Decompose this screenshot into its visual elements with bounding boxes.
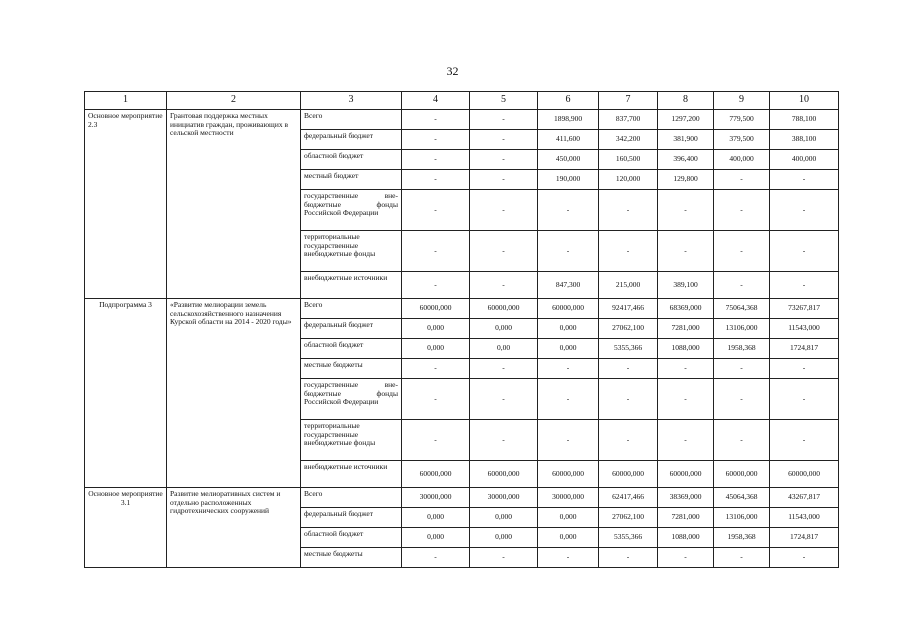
amount-cell: -: [770, 272, 839, 299]
amount-cell: -: [538, 379, 599, 420]
amount-cell: -: [714, 231, 770, 272]
funding-source: государственные вне-бюджетные фонды Российской Федерации: [301, 190, 402, 231]
column-header: 10: [770, 92, 839, 110]
amount-cell: 60000,000: [470, 461, 538, 488]
amount-cell: -: [658, 420, 714, 461]
amount-cell: 75064,368: [714, 299, 770, 319]
amount-cell: -: [658, 359, 714, 379]
amount-cell: -: [714, 359, 770, 379]
amount-cell: 1898,900: [538, 110, 599, 130]
amount-cell: -: [470, 170, 538, 190]
amount-cell: -: [599, 190, 658, 231]
funding-source: государственные вне-бюджетные фонды Российской Федерации: [301, 379, 402, 420]
funding-source: областной бюджет: [301, 528, 402, 548]
amount-cell: 60000,000: [402, 299, 470, 319]
budget-table: [84, 91, 839, 568]
amount-cell: -: [402, 190, 470, 231]
amount-cell: 0,000: [402, 528, 470, 548]
amount-cell: 788,100: [770, 110, 839, 130]
amount-cell: -: [470, 150, 538, 170]
funding-source: внебюджетные источники: [301, 461, 402, 488]
funding-source: местные бюджеты: [301, 548, 402, 568]
amount-cell: 1724,817: [770, 339, 839, 359]
amount-cell: 11543,000: [770, 508, 839, 528]
amount-cell: -: [714, 272, 770, 299]
funding-source: федеральный бюджет: [301, 130, 402, 150]
funding-source: областной бюджет: [301, 339, 402, 359]
amount-cell: 60000,000: [658, 461, 714, 488]
amount-cell: -: [402, 231, 470, 272]
amount-cell: 837,700: [599, 110, 658, 130]
amount-cell: -: [538, 190, 599, 231]
amount-cell: -: [599, 420, 658, 461]
amount-cell: -: [538, 420, 599, 461]
column-header: 9: [714, 92, 770, 110]
amount-cell: -: [402, 130, 470, 150]
amount-cell: -: [470, 190, 538, 231]
amount-cell: 0,000: [538, 339, 599, 359]
column-header: 3: [301, 92, 402, 110]
amount-cell: 62417,466: [599, 488, 658, 508]
amount-cell: 60000,000: [599, 461, 658, 488]
amount-cell: 215,000: [599, 272, 658, 299]
amount-cell: 1958,368: [714, 528, 770, 548]
amount-cell: 847,300: [538, 272, 599, 299]
activity-description: «Развитие мелиорации земель сельскохозяйственного назначения Курской области на 2014 - 2020 годы»: [167, 299, 301, 488]
amount-cell: 11543,000: [770, 319, 839, 339]
amount-cell: -: [770, 420, 839, 461]
amount-cell: -: [470, 548, 538, 568]
column-header: 6: [538, 92, 599, 110]
amount-cell: 13106,000: [714, 319, 770, 339]
amount-cell: -: [402, 420, 470, 461]
amount-cell: 379,500: [714, 130, 770, 150]
amount-cell: -: [470, 420, 538, 461]
amount-cell: -: [538, 359, 599, 379]
amount-cell: 60000,000: [470, 299, 538, 319]
column-header: 8: [658, 92, 714, 110]
amount-cell: 68369,000: [658, 299, 714, 319]
activity-name: Основное мероприятие 3.1: [85, 488, 167, 568]
amount-cell: 0,000: [538, 319, 599, 339]
column-header: 7: [599, 92, 658, 110]
amount-cell: -: [402, 379, 470, 420]
column-header: 4: [402, 92, 470, 110]
amount-cell: 388,100: [770, 130, 839, 150]
amount-cell: 0,00: [470, 339, 538, 359]
amount-cell: -: [538, 231, 599, 272]
amount-cell: 389,100: [658, 272, 714, 299]
funding-source: федеральный бюджет: [301, 319, 402, 339]
amount-cell: 0,000: [538, 508, 599, 528]
amount-cell: 5355,366: [599, 528, 658, 548]
amount-cell: 129,800: [658, 170, 714, 190]
amount-cell: -: [770, 359, 839, 379]
amount-cell: 7281,000: [658, 508, 714, 528]
amount-cell: -: [770, 231, 839, 272]
table-row: [85, 110, 839, 130]
amount-cell: -: [658, 379, 714, 420]
funding-source: федеральный бюджет: [301, 508, 402, 528]
column-header: 2: [167, 92, 301, 110]
amount-cell: 120,000: [599, 170, 658, 190]
amount-cell: 1088,000: [658, 339, 714, 359]
page-number: 32: [446, 64, 459, 78]
amount-cell: -: [402, 110, 470, 130]
amount-cell: -: [402, 170, 470, 190]
amount-cell: -: [599, 231, 658, 272]
amount-cell: 60000,000: [538, 299, 599, 319]
amount-cell: -: [770, 379, 839, 420]
amount-cell: -: [470, 272, 538, 299]
amount-cell: 0,000: [402, 339, 470, 359]
amount-cell: 27062,100: [599, 508, 658, 528]
amount-cell: -: [470, 359, 538, 379]
column-header: 5: [470, 92, 538, 110]
column-header: 1: [85, 92, 167, 110]
amount-cell: -: [714, 170, 770, 190]
amount-cell: 0,000: [538, 528, 599, 548]
amount-cell: 0,000: [402, 508, 470, 528]
amount-cell: 5355,366: [599, 339, 658, 359]
amount-cell: -: [402, 272, 470, 299]
amount-cell: 400,000: [714, 150, 770, 170]
amount-cell: -: [470, 110, 538, 130]
funding-source: Всего: [301, 488, 402, 508]
amount-cell: 0,000: [470, 528, 538, 548]
amount-cell: -: [599, 359, 658, 379]
funding-source: областной бюджет: [301, 150, 402, 170]
amount-cell: 43267,817: [770, 488, 839, 508]
amount-cell: 411,600: [538, 130, 599, 150]
funding-source: территориальные государственные внебюджетные фонды: [301, 231, 402, 272]
amount-cell: 60000,000: [402, 461, 470, 488]
amount-cell: 160,500: [599, 150, 658, 170]
amount-cell: -: [402, 548, 470, 568]
amount-cell: -: [599, 548, 658, 568]
activity-name: Основное мероприятие 2.3: [85, 110, 167, 299]
amount-cell: 779,500: [714, 110, 770, 130]
amount-cell: 27062,100: [599, 319, 658, 339]
amount-cell: 92417,466: [599, 299, 658, 319]
amount-cell: 1958,368: [714, 339, 770, 359]
amount-cell: -: [599, 379, 658, 420]
amount-cell: -: [470, 379, 538, 420]
amount-cell: 30000,000: [538, 488, 599, 508]
funding-source: внебюджетные источники: [301, 272, 402, 299]
amount-cell: 60000,000: [538, 461, 599, 488]
amount-cell: 450,000: [538, 150, 599, 170]
amount-cell: 396,400: [658, 150, 714, 170]
amount-cell: 45064,368: [714, 488, 770, 508]
activity-description: Развитие мелиоративных систем и отдельно расположенных гидротехнических сооружений: [167, 488, 301, 568]
table-row: [85, 488, 839, 508]
amount-cell: -: [770, 170, 839, 190]
amount-cell: 342,200: [599, 130, 658, 150]
amount-cell: 30000,000: [402, 488, 470, 508]
amount-cell: 60000,000: [714, 461, 770, 488]
amount-cell: 13106,000: [714, 508, 770, 528]
amount-cell: -: [714, 420, 770, 461]
amount-cell: -: [658, 231, 714, 272]
header-row: [85, 92, 839, 110]
amount-cell: 30000,000: [470, 488, 538, 508]
table-row: [85, 299, 839, 319]
amount-cell: 0,000: [402, 319, 470, 339]
amount-cell: 190,000: [538, 170, 599, 190]
amount-cell: -: [714, 190, 770, 231]
amount-cell: 0,000: [470, 319, 538, 339]
amount-cell: 0,000: [470, 508, 538, 528]
funding-source: Всего: [301, 110, 402, 130]
amount-cell: -: [470, 130, 538, 150]
funding-source: Всего: [301, 299, 402, 319]
amount-cell: -: [658, 190, 714, 231]
amount-cell: -: [714, 379, 770, 420]
funding-source: территориальные государственные внебюджетные фонды: [301, 420, 402, 461]
amount-cell: 73267,817: [770, 299, 839, 319]
amount-cell: -: [402, 359, 470, 379]
amount-cell: 38369,000: [658, 488, 714, 508]
amount-cell: 7281,000: [658, 319, 714, 339]
funding-source: местный бюджет: [301, 170, 402, 190]
activity-name: Подпрограмма 3: [85, 299, 167, 488]
amount-cell: -: [470, 231, 538, 272]
amount-cell: 1724,817: [770, 528, 839, 548]
amount-cell: 60000,000: [770, 461, 839, 488]
amount-cell: -: [714, 548, 770, 568]
amount-cell: 1088,000: [658, 528, 714, 548]
amount-cell: 400,000: [770, 150, 839, 170]
activity-description: Грантовая поддержка местных инициатив граждан, проживающих в сельской местности: [167, 110, 301, 299]
amount-cell: -: [658, 548, 714, 568]
amount-cell: -: [402, 150, 470, 170]
amount-cell: -: [770, 548, 839, 568]
amount-cell: 381,900: [658, 130, 714, 150]
amount-cell: -: [770, 190, 839, 231]
funding-source: местные бюджеты: [301, 359, 402, 379]
amount-cell: 1297,200: [658, 110, 714, 130]
amount-cell: -: [538, 548, 599, 568]
